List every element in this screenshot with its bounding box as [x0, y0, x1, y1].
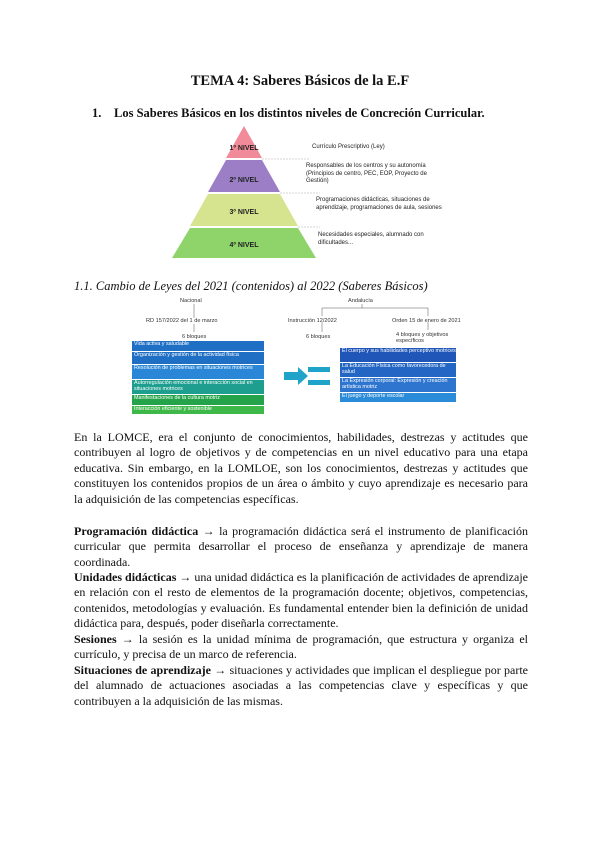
programacion-paragraph	[74, 524, 528, 570]
transition-arrow-icon	[284, 367, 308, 385]
sesiones-text: → la sesión es la unidad mínima de programación, que estructura y organiza el currículo, y precisa de un marco de referencia.	[74, 632, 528, 662]
left-header: Nacional	[180, 298, 202, 304]
pyramid-level-1-desc: Currículo Prescriptivo (Ley)	[312, 144, 385, 150]
left-block-2: Organización y gestión de la actividad física	[132, 352, 264, 364]
situaciones-term: Situaciones de aprendizaje	[74, 663, 211, 677]
situaciones-paragraph	[74, 663, 528, 709]
left-block-5: Manifestaciones de la cultura motriz	[132, 395, 264, 405]
left-block-3: Resolución de problemas en situaciones motrices	[132, 365, 264, 379]
right-instruction-count: 6 bloques	[306, 334, 331, 340]
page-title: TEMA 4: Saberes Básicos de la E.F	[190, 73, 410, 89]
pyramid-level-4-desc: Necesidades especiales, alumnado con dificultades...	[318, 232, 424, 246]
section-heading	[92, 106, 485, 121]
pyramid-level-3-label: 3º NIVEL	[229, 209, 259, 216]
intro-paragraph: En la LOMCE, era el conjunto de conocimientos, habilidades, destrezas y actitudes que contribuyen al logro de objetivos y de competencias en un nivel educativo para una etapa educativa. Sin embargo, en la LOMLOE, son los conocimientos, destrezas y actitudes que constituyen los contenidos propios de un área o ámbito y cuyo aprendizaje es necesario para la adquisición de las competencias específicas.	[74, 430, 528, 506]
right-block-4: El juego y deporte escolar	[340, 393, 456, 402]
right-order: Orden 15 de enero de 2021	[392, 318, 461, 324]
left-block-6: Interacción eficiente y sostenible	[132, 406, 264, 414]
left-block-4: Autorregulación emocional e interacción social en situaciones motrices	[132, 380, 264, 394]
programacion-term: Programación didáctica	[74, 524, 199, 538]
pyramid-level-2-label: 2º NIVEL	[229, 177, 259, 184]
right-instruction: Instrucción 12/2022	[288, 318, 337, 324]
pyramid-level-1	[226, 126, 262, 158]
pyramid-level-2-desc: Responsables de los centros y su autonomía (Principios de centro, PEC, EOP, Proyecto de Gestión)	[306, 163, 427, 184]
right-header: Andalucía	[348, 298, 373, 304]
left-decree: RD 157/2022 del 1 de marzo	[146, 318, 218, 324]
pyramid-level-3-desc: Programaciones didácticas, situaciones de aprendizaje, programaciones de aula, sesiones	[316, 197, 442, 211]
equals-icon-bottom	[308, 380, 330, 385]
left-block-1: Vida activa y saludable	[132, 341, 264, 351]
law-change-diagram	[130, 296, 470, 420]
situaciones-text: → situaciones y actividades que implican el despliegue por parte del alumnado de actuaciones asociadas a las competencias clave y específicas y que contribuyen a la adquisición de las mismas.	[74, 663, 528, 708]
pyramid-level-1-label: 1º NIVEL	[229, 145, 259, 152]
unidades-paragraph	[74, 570, 528, 632]
right-block-2: La Educación Física como favorecedora de salud	[340, 363, 456, 377]
unidades-text: → una unidad didáctica es la planificación de actividades de aprendizaje en relación con el resto de elementos de la programación docente; objetivos, competencias, contenidos, metodologías y evaluación. Es fundamental entender bien la definición de unidad didáctica para, después, poder diseñarla correctamente.	[74, 570, 528, 631]
programacion-text: → la programación didáctica será el instrumento de planificación curricular que permita desarrollar el proceso de enseñanza y aprendizaje de manera coordinada.	[74, 524, 529, 569]
unidades-term: Unidades didácticas	[74, 570, 177, 584]
section-heading-text: Los Saberes Básicos en los distintos niveles de Concreción Curricular.	[114, 106, 485, 120]
sesiones-paragraph	[74, 632, 528, 663]
equals-icon-top	[308, 367, 330, 372]
right-block-1: El cuerpo y sus habilidades perceptivo motrices	[340, 348, 456, 362]
left-count: 6 bloques	[182, 334, 207, 340]
sesiones-term: Sesiones	[74, 632, 117, 646]
section-number: 1.	[92, 106, 102, 120]
right-block-3: La Expresión corporal: Expresión y creación artística motriz	[340, 378, 456, 392]
right-order-count: 4 bloques y objetivos específicos	[396, 332, 449, 344]
pyramid-level-2	[208, 160, 280, 192]
subsection-heading: 1.1. Cambio de Leyes del 2021 (contenidos) al 2022 (Saberes Básicos)	[74, 279, 428, 293]
pyramid-level-4-label: 4º NIVEL	[229, 242, 259, 249]
